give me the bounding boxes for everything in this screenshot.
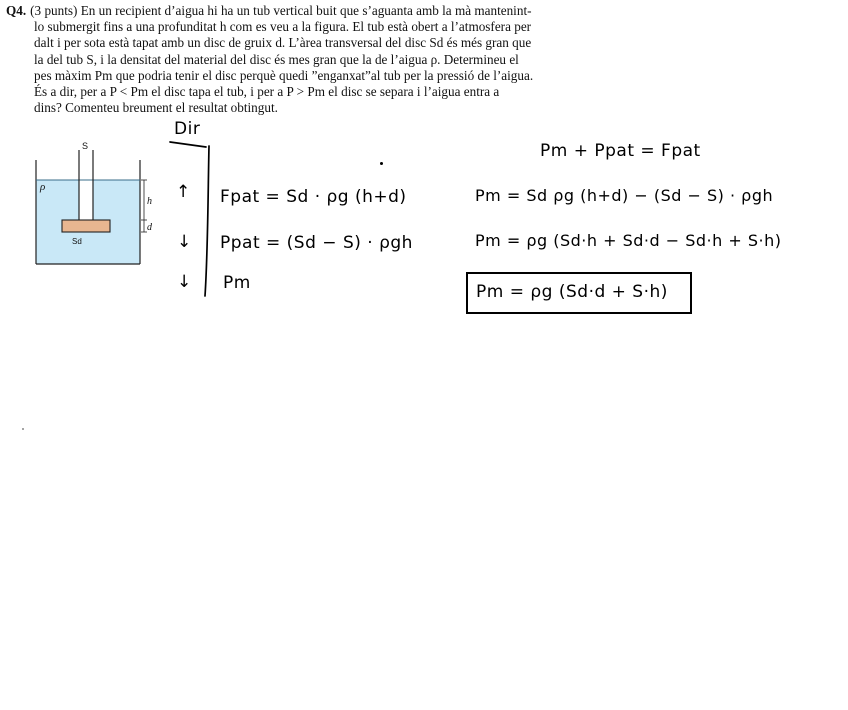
force-fpat: Fpat = Sd · ρg (h+d)	[220, 187, 407, 207]
d-label: d	[147, 222, 152, 233]
arrow-up-icon: ↑	[176, 182, 191, 202]
force-pm: Pm	[223, 273, 251, 293]
problem-line: la del tub S, i la densitat del material del disc és mes gran que la de l’aigua ρ. Determineu el	[34, 51, 519, 67]
dir-axis-line	[205, 146, 209, 296]
ink-dot	[380, 162, 383, 165]
stray-mark	[22, 428, 24, 430]
problem-line: dins? Comenteu breument el resultat obtingut.	[34, 100, 278, 116]
arrow-down-icon: ↓	[177, 272, 192, 292]
density-label: ρ	[40, 181, 46, 193]
equation-step-2: Pm = ρg (Sd·h + Sd·d − Sd·h + S·h)	[475, 231, 782, 250]
dir-underline	[170, 142, 206, 147]
question-number: Q4.	[6, 3, 27, 18]
problem-line: dalt i per sota està tapat amb un disc de gruix d. L’àrea transversal del disc Sd és més gran que	[34, 35, 532, 51]
dir-label: Dir	[174, 119, 201, 139]
equation-balance: Pm + Ppat = Fpat	[540, 141, 701, 161]
arrow-down-icon: ↓	[177, 232, 192, 252]
problem-line: pes màxim Pm que podria tenir el disc perquè quedi ”enganxat”al tub per la pressió de l’aigua.	[34, 67, 534, 83]
result-equation: Pm = ρg (Sd·d + S·h)	[476, 282, 668, 302]
problem-text: (3 punts) En un recipient d’aigua hi ha un tub vertical buit que s’aguanta amb la mà mantenint-	[30, 3, 532, 18]
problem-line: lo submergit fins a una profunditat h com es veu a la figura. El tub està obert a l’atmosfera per	[34, 19, 532, 35]
equation-step-1: Pm = Sd ρg (h+d) − (Sd − S) · ρgh	[475, 186, 774, 205]
disc-label: Sd	[72, 237, 82, 246]
problem-line: És a dir, per a P < Pm el disc tapa el tub, i per a P > Pm el disc se separa i l’aigua entra a	[34, 84, 500, 100]
force-ppat: Ppat = (Sd − S) · ρgh	[220, 233, 413, 253]
h-label: h	[147, 196, 152, 207]
tube-label: S	[82, 141, 89, 151]
